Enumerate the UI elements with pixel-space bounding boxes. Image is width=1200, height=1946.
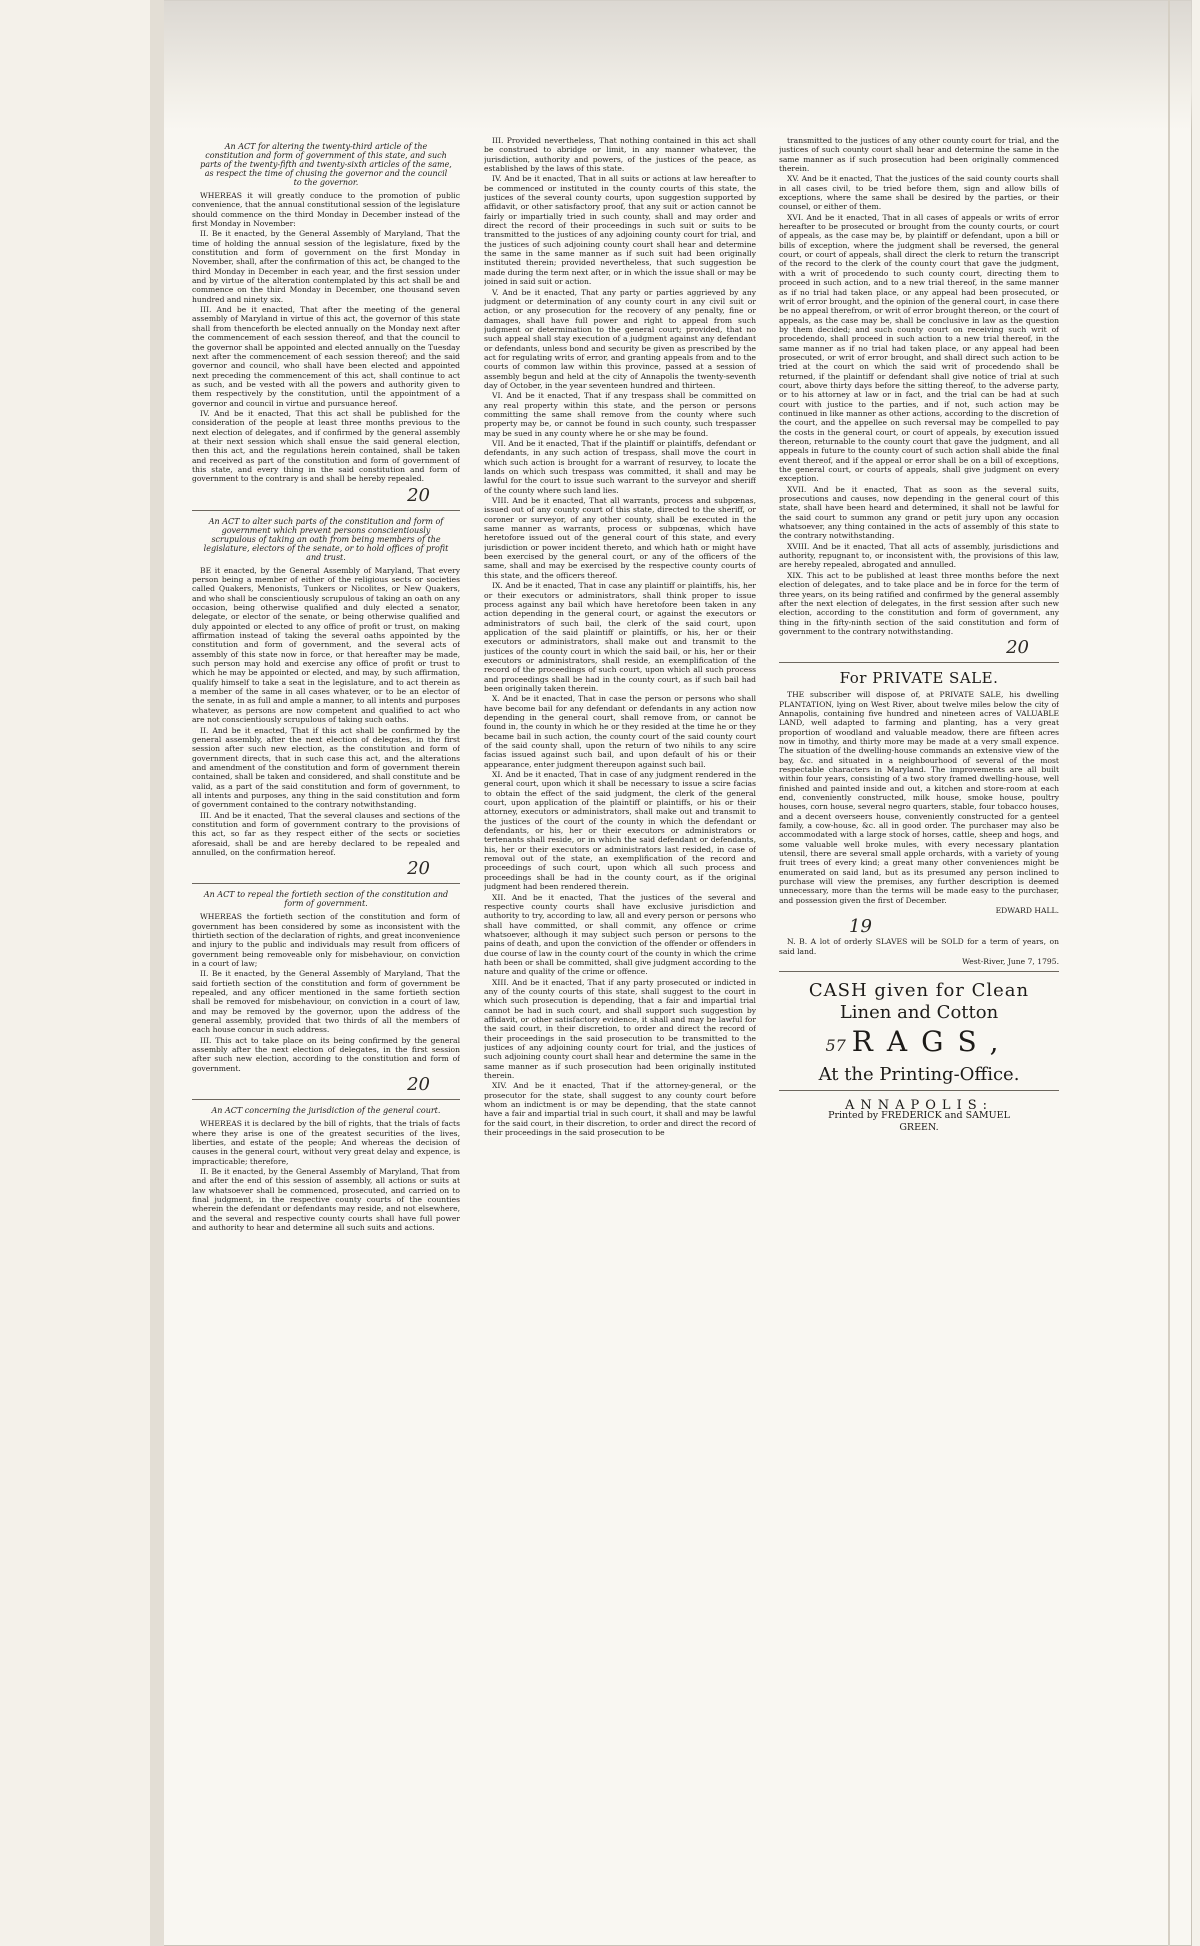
paragraph: XI. And be it enacted, That in case of any judgment rendered in the general court, upon which it shall be necessary to issue a scire facias to obtain the effect of the said judgment, the clerk of the general court, upon application of the plaintiff or plaintiffs, or his or their attorney, executors or administrators, shall make out and transmit to the justices of the court of the county in which the defendant or defendants, or his, her or their executors or administrators or tertenants shall reside, or in which the said defendant or defendants, his, her or their executors or administrators last resided, in case of removal out of the state, an exemplification of the record and proceedings of such court, upon which all such process and proceedings shall be had in the county court, as if the original judgment had been rendered therein.: [484, 770, 756, 892]
rags-advert-heading: [779, 1026, 1059, 1062]
act-title: An ACT concerning the jurisdiction of the general court.: [211, 1106, 441, 1116]
act-title: An ACT to alter such parts of the constitution and form of government which prevent persons conscientiously scrupulous of taking an oath from being members of the legislature, electors of the senate, or to hold offices of profit and trust.: [203, 516, 449, 562]
paragraph: III. This act to take place on its being confirmed by the general assembly after the next election of delegates, in the first session after such new election, according to the constitution and form of government.: [192, 1035, 460, 1073]
column-2: [484, 136, 756, 1906]
scan-left-edge: [150, 0, 164, 1946]
paragraph: II. Be it enacted, by the General Assembly of Maryland, That from and after the end of this session of assembly, all actions or suits at law whatsoever shall be commenced, prosecuted, and carried on to final judgment, in the respective county courts of the counties wherein the defendant or defendants may reside, and not elsewhere, and the several and respective county courts shall have full power and authority to hear and determine all such suits and actions.: [192, 1166, 460, 1232]
paragraph: II. And be it enacted, That if this act shall be confirmed by the general assembly, after the next election of delegates, in the first session after such new election, as the constitution and form of government directs, that in such case this act, and the alterations and amendment of the constitution and form of government therein contained, shall be taken and considered, and shall constitute and be valid, as a part of the said constitution and form of government, to all intents and purposes, any thing in the said constitution and form of government contained to the contrary notwithstanding.: [192, 725, 460, 810]
paragraph: III. Provided nevertheless, That nothing contained in this act shall be construed to abridge or limit, in any manner whatever, the jurisdiction, authority and powers, of the justices of the peace, as established by the laws of this state.: [484, 136, 756, 174]
ad-heading: For PRIVATE SALE.: [839, 669, 999, 688]
rags-advert-line: At the Printing-Office.: [818, 1063, 1020, 1085]
paragraph: WHEREAS it is declared by the bill of rights, that the trials of facts where they arise is one of the greatest securities of the lives, liberties, and estate of the people; And whereas the decision of causes in the general court, without very great delay and expence, is impracticable; therefore,: [192, 1119, 460, 1166]
handwritten-mark: 20: [407, 858, 430, 880]
paragraph: III. And be it enacted, That the several clauses and sections of the constitution and form of government contrary to the provisions of this act, so far as they respect either of the sects or societies aforesaid, shall be and are hereby declared to be repealed and annulled, on the confirmation hereof.: [192, 810, 460, 857]
divider: [779, 662, 1059, 663]
paragraph: XVIII. And be it enacted, That all acts of assembly, jurisdictions and authority, repugnant to, or inconsistent with, the provisions of this law, are hereby repealed, abrogated and annulled.: [779, 541, 1059, 570]
handwritten-mark: 19: [849, 916, 872, 938]
paragraph: II. Be it enacted, by the General Assembly of Maryland, That the said fortieth section of the constitution and form of government be repealed, and any officer mentioned in the same fortieth section shall be removed for misbehaviour, on conviction in a court of law, and may be removed by the governor, upon the address of the general assembly, provided that two thirds of all the members of each house concur in such address.: [192, 969, 460, 1035]
paragraph: XV. And be it enacted, That the justices of the said county courts shall in all cases civil, to be tried before them, sign and allow bills of exceptions, where the same shall be desired by the parties, or their counsel, or either of them.: [779, 174, 1059, 212]
imprint-printer: Printed by FREDERICK and SAMUEL: [828, 1109, 1010, 1121]
paragraph: VI. And be it enacted, That if any trespass shall be committed on any real property within this state, and the person or persons committing the same shall remove from the county where such property may be, or cannot be found in such county, such trespasser may be sued in any county where he or she may be found.: [484, 391, 756, 438]
rags-advert-line: CASH given for Clean: [808, 979, 1030, 1001]
handwritten-mark: 20: [1006, 637, 1029, 659]
paragraph: X. And be it enacted, That in case the person or persons who shall have become bail for any defendant or defendants in any action now depending in the general court, shall remove from, or cannot be found in, the county in which he or they resided at the time he or they became bail in such action, the county court of the said county court of the said county shall, upon the return of two nihils to any scire facias issued against such bail, and upon default of his or their appearance, enter judgment thereupon against such bail.: [484, 694, 756, 769]
paragraph: XIV. And be it enacted, That if the attorney-general, or the prosecutor for the state, shall suggest to any county court before whom an indictment is or may be depending, that the state cannot have a fair and impartial trial in such court, it shall and may be lawful for the said court, in their discretion, to order and direct the record of their proceedings in the said prosecution to be: [484, 1081, 756, 1138]
paragraph: IX. And be it enacted, That in case any plaintiff or plaintiffs, his, her or their executors or administrators, shall think proper to issue process against any bail which have heretofore been taken in any action depending in the general court, or against the executors or administrators of such bail, the clerk of the said court, upon application of the said plaintiff or plaintiffs, or his, her or their executors or administrators, shall make out and transmit to the justices of the county court in which the said bail, or his, her or their executors or administrators, shall reside, an exemplification of the record of the proceedings of such court, upon which all such process and proceedings shall be had in the county court, as if such bail had been originally taken therein.: [484, 581, 756, 693]
rags-advert: [779, 980, 1059, 1134]
handwritten-mark: 20: [407, 484, 430, 506]
imprint-city: ANNAPOLIS:: [845, 1097, 993, 1113]
imprint-printer: GREEN.: [899, 1121, 939, 1133]
column-1: [192, 136, 460, 1906]
ad-note: N. B. A lot of orderly SLAVES will be SOLD for a term of years, on said land.: [779, 937, 1059, 956]
paragraph: V. And be it enacted, That any party or parties aggrieved by any judgment or determination of any county court in any civil suit or action, or any prosecution for the recovery of any penalty, fine or damages, shall have full power and right to appeal from such judgment or determination to the general court; provided, that no such appeal shall stay execution of a judgment against any defendant or defendants, unless bond and security be given as prescribed by the act for regulating writs of error, and granting appeals from and to the courts of common law within this province, passed at a session of assembly begun and held at the city of Annapolis the twenty-seventh day of October, in the year seventeen hundred and thirteen.: [484, 287, 756, 390]
paragraph: BE it enacted, by the General Assembly of Maryland, That every person being a member of either of the religious sects or societies called Quakers, Menonists, Tunkers or Nicolites, or New Quakers, and who shall be conscientiously scrupulous of taking an oath on any occasion, being otherwise qualified and duly elected a senator, delegate, or elector of the senate, or being otherwise qualified and duly appointed or elected to any office of profit or trust, on making affirmation instead of taking the several oaths appointed by the constitution and form of government, and the several acts of assembly of this state now in force, or that hereafter may be made, such person may hold and exercise any office of profit or trust to which he may be appointed or elected, and may, by such affirmation, qualify himself to take a seat in the legislature, and to act therein as a member of the same in all cases whatever, or to be an elector of the senate, in as full and ample a manner, to all intents and purposes whatever, as persons are now competent and qualified to act who are not conscientiously scrupulous of taking such oaths.: [192, 565, 460, 725]
divider: [779, 1090, 1059, 1091]
rags-advert-line: Linen and Cotton: [839, 1001, 999, 1023]
paragraph: XVII. And be it enacted, That as soon as the several suits, prosecutions and causes, now depending in the general court of this state, shall have been heard and determined, it shall not be lawful for the said court to summon any grand or petit jury upon any occasion whatsoever, any thing contained in the acts of assembly of this state to the contrary notwithstanding.: [779, 484, 1059, 541]
act-title: An ACT to repeal the fortieth section of the constitution and form of government.: [203, 890, 449, 909]
rags-word: RAGS,: [851, 1024, 1013, 1058]
paragraph: IV. And be it enacted, That in all suits or actions at law hereafter to be commenced or instituted in the county courts of this state, the justices of the several county courts, upon suggestion supported by affidavit, or other satisfactory proof, that any suit or action cannot be fairly or impartially tried in such county, shall and may order and direct the record of their proceedings in such suit or suits to be transmitted to the justices of any adjoining county court for trial, and the justices of such adjoining county court shall hear and determine the same in the same manner as if such suit had been originally instituted therein; provided nevertheless, that such suggestion be made during the term next after, or in which the issue shall or may be joined in said suit or action.: [484, 174, 756, 287]
handwritten-mark: 57: [825, 1035, 846, 1055]
ad-body: THE subscriber will dispose of, at PRIVATE SALE, his dwelling PLANTATION, lying on West River, about twelve miles below the city of Annapolis, containing five hundred and nineteen acres of VALUABLE LAND, well adapted to farming and planting, has a very great proportion of woodland and valuable meadow, there are fifteen acres now in timothy, and thirty more may be made at a very small expence. The situation of the dwelling-house commands an extensive view of the bay, &c. and situated in a neighbourhood of several of the most respectable characters in Maryland. The improvements are all built within four years, consisting of a two story framed dwelling-house, well finished and painted inside and out, a kitchen and store-room at each end, conveniently constructed, milk house, smoke house, poultry houses, corn house, several negro quarters, stable, four tobacco houses, and a decent overseers house, conveniently constructed for a genteel family, a cow-house, &c. all in good order. The purchaser may also be accommodated with a large stock of horses, cattle, sheep and hogs, and some valuable well broke mules, with every necessary plantation utensil, there are several small apple orchards, with a variety of young fruit trees of every kind; a great many other conveniences might be enumerated on said land, but as its presumed any person inclined to purchase will view the premises, any further description is deemed unnecessary, more than the terms will be made easy to the purchaser, and possession given the first of December.: [779, 690, 1059, 905]
page-fold-line: [1168, 0, 1170, 1946]
scan-top-shadow: [150, 0, 1192, 130]
paragraph: VII. And be it enacted, That if the plaintiff or plaintiffs, defendant or defendants, in any such action of trespass, shall move the court in which such action is brought for a warrant of resurvey, to locate the lands on which such trespass was committed, it shall and may be lawful for the court to issue such warrant to the surveyor and sheriff of the county where such land lies.: [484, 439, 756, 495]
column-3: [779, 136, 1059, 1896]
paragraph: III. And be it enacted, That after the meeting of the general assembly of Maryland in virtue of this act, the governor of this state shall from thenceforth be elected annually on the Monday next after the commencement of each session thereof, and that the council to the governor shall be appointed and elected annually on the Tuesday next after the commencement of each session thereof; and the said governor and council, who shall have been elected and appointed next preceding the commencement of this act, shall continue to act as such, and be vested with all the powers and authority given to them respectively by the constitution, until the appointment of a governor and council in virtue and pursuance hereof.: [192, 305, 460, 408]
paragraph: II. Be it enacted, by the General Assembly of Maryland, That the time of holding the annual session of the legislature, fixed by the constitution and form of government on the first Monday in November, shall, after the confirmation of this act, be changed to the third Monday in December in each year, and the first session under and by virtue of the alteration contemplated by this act shall be and commence on the third Monday in December, one thousand seven hundred and ninety six.: [192, 229, 460, 304]
paragraph: WHEREAS it will greatly conduce to the promotion of public convenience, that the annual constitutional session of the legislature should commence on the third Monday in December instead of the first Monday in November:: [192, 191, 460, 229]
paragraph: VIII. And be it enacted, That all warrants, process and subpœnas, issued out of any county court of this state, directed to the sheriff, or coroner or surveyor, of any other county, shall be executed in the same manner as warrants, process or subpœnas, which have heretofore issued out of the general court of this state, and every jurisdiction or power incident thereto, and which hath or might have been exercised by the general court, or any of the officers of the same, shall and may be exercised by the respective county courts of this state, and the officers thereof.: [484, 496, 756, 580]
act-title: An ACT for altering the twenty-third article of the constitution and form of government of this state, and such parts of the twenty-fifth and twenty-sixth articles of the same, as respect the time of chusing the governor and the council to the governor.: [200, 142, 452, 187]
paragraph: XII. And be it enacted, That the justices of the several and respective county courts shall have exclusive jurisdiction and authority to try, according to law, all and every person or persons who shall have committed, or shall commit, any offence or crime whatsoever, although it may subject such person or persons to the pains of death, and upon the conviction of the offender or offenders in due course of law in the county court of the county in which the crime hath been or shall be committed, shall give judgment according to the nature and quality of the crime or offence.: [484, 892, 756, 977]
ad-signature: EDWARD HALL.: [995, 906, 1059, 916]
paragraph: WHEREAS the fortieth section of the constitution and form of government has been considered by some as inconsistent with the thirtieth section of the declaration of rights, and great inconvenience and injury to the public and individuals may result from officers of government being removeable only for misbehaviour, on conviction in a court of law;: [192, 912, 460, 969]
divider: [192, 883, 460, 884]
paragraph: XIII. And be it enacted, That if any party prosecuted or indicted in any of the county courts of this state, shall suggest to the court in which such prosecution is depending, that a fair and impartial trial cannot be had in such court, and shall support such suggestion by affidavit, or other satisfactory evidence, it shall and may be lawful for the said court, in their discretion, to order and direct the record of their proceedings in the said prosecution to be transmitted to the justices of any adjoining county court for trial, and the justices of such adjoining county court shall hear and determine the same in the same manner as if such prosecution had been originally instituted therein.: [484, 977, 756, 1081]
paragraph: IV. And be it enacted, That this act shall be published for the consideration of the people at least three months previous to the next election of delegates, and if confirmed by the general assembly at their next session which shall ensue the said general election, then this act, and the regulations herein contained, shall be taken and received as part of the constitution and form of government of this state, and every thing in the said constitution and form of government to the contrary is and shall be hereby repealed.: [192, 408, 460, 484]
divider: [192, 1099, 460, 1100]
paragraph: transmitted to the justices of any other county court for trial, and the justices of such county court shall hear and determine the same in the same manner as if such prosecution had been originally commenced therein.: [779, 136, 1059, 174]
handwritten-mark: 20: [407, 1074, 430, 1096]
paragraph: XVI. And be it enacted, That in all cases of appeals or writs of error hereafter to be prosecuted or brought from the county courts, or court of appeals, as the case may be, by plaintiff or defendant, upon a bill or bills of exception, where the judgment shall be reversed, the general court, or court of appeals, shall direct the clerk to return the transcript of the record to the clerk of the county court that gave the judgment, with a writ of procedendo to such county court, directing them to proceed in such action, and to a new trial thereof, in the same manner as if no trial had taken place, or any appeal had been prosecuted, or writ of error brought, and the opinion of the general court, in case there be no appeal therefrom, or writ of error brought thereon, or the court of appeals, as the case may be, shall be conclusive in law as the question by them decided; and such county court on receiving such writ of procedendo, shall proceed in such action to a new trial thereof, in the same manner as if no trial had taken place, or any appeal had been prosecuted, or writ of error brought, and shall direct such action to be tried at the court on which the said writ of procedendo shall be returned, if the plaintiff or defendant shall give notice of trial at such court, above thirty days before the sitting thereof, to the adverse party, or to his attorney at law or in fact, and the trial can be had at such court with justice to the parties, and if not, such action may be continued in like manner as other actions, according to the discretion of the court, and the appellee on such reversal may be compelled to pay the costs in the general court, or court of appeals, by execution issued thereon, returnable to the county court that gave the judgment, and all appeals in future to the county court of such action shall abide the final event thereof, and if the appeal or error shall be on a bill of exceptions, the general court, or courts of appeals, shall give judgment on every exception.: [779, 212, 1059, 484]
ad-date: West-River, June 7, 1795.: [962, 957, 1059, 967]
divider: [779, 971, 1059, 972]
paragraph: XIX. This act to be published at least three months before the next election of delegates, and to take place and be in force for the term of three years, on its being ratified and confirmed by the general assembly after the next election of delegates, in the first session after such new election, according to the constitution and form of government, any thing in the fifty-ninth section of the said constitution and form of government to the contrary notwithstanding.: [779, 570, 1059, 636]
divider: [192, 510, 460, 511]
